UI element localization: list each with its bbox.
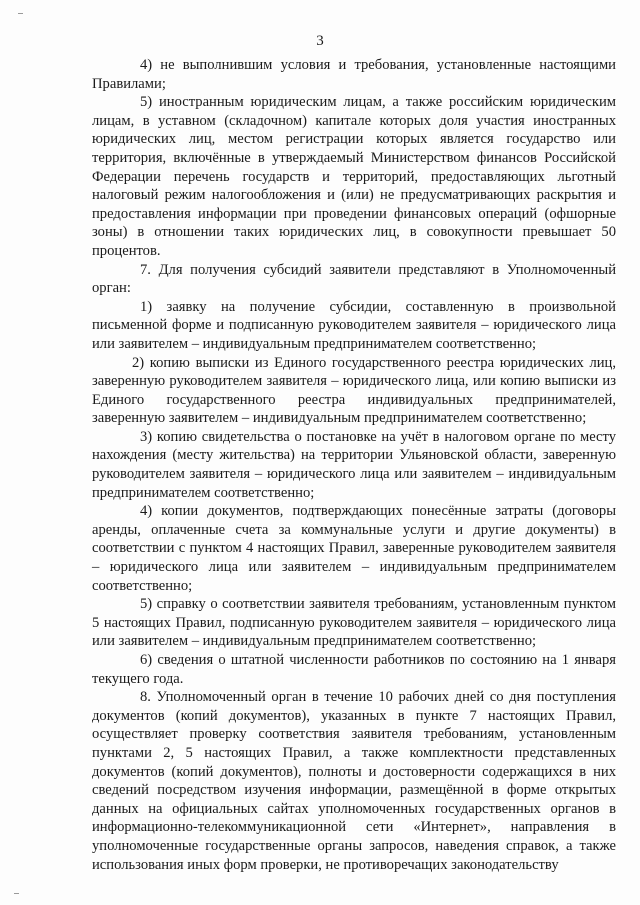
paragraph-clause-7-item-3: 3) копию свидетельства о постановке на учёт в налоговом органе по месту нахождения (месту жительства) на территории Ульяновской области, заверенную руководителем заявителя – юридического лица или заявителем – индивидуальным предпринимателем соответственно;	[92, 428, 616, 501]
paragraph-clause-7-item-2: 2) копию выписки из Единого государственного реестра юридических лиц, заверенную руководителем заявителя – юридического лица, или копию выписки из Единого государственного реестра индивидуальных предпринимателей, заверенную заявителем – индивидуальным предпринимателем соответственно;	[92, 354, 616, 427]
paragraph-clause-7-item-1: 1) заявку на получение субсидии, составленную в произвольной письменной форме и подписанную руководителем заявителя – юридического лица или заявителем – индивидуальным предпринимателем соответственно;	[92, 298, 616, 352]
paragraph-clause-7-item-5: 5) справку о соответствии заявителя требованиям, установленным пунктом 5 настоящих Правил, подписанную руководителем заявителя – юридического лица или заявителем – индивидуальным предпринимателем соответственно;	[92, 596, 616, 650]
paragraph-clause-7: 7. Для получения субсидий заявители представляют в Уполномоченный орган:	[92, 261, 616, 297]
paragraph-clause-7-item-4: 4) копии документов, подтверждающих понесённые затраты (договоры аренды, оплаченные счета за коммунальные услуги и другие документы) в соответствии с пунктом 4 настоящих Правил, заверенные руководителем заявителя – юридического лица или заявителем – индивидуальным предпринимателем соответственно;	[92, 503, 616, 594]
page-number: 3	[316, 33, 324, 49]
paragraph-item-5: 5) иностранным юридическим лицам, а также российским юридическим лицам, в уставном (складочном) капитале которых доля участия иностранных юридических лиц, местом регистрации которых является государство или территория, включённые в утверждаемый Министерством финансов Российской Федерации перечень государств и территорий, предоставляющих льготный налоговый режим налогообложения и (или) не предусматривающих раскрытия и предоставления информации при проведении финансовых операций (офшорные зоны) в отношении таких юридических лиц, в совокупности превышает 50 процентов.	[92, 94, 616, 259]
paragraph-item-4: 4) не выполнившим условия и требования, установленные настоящими Правилами;	[92, 57, 616, 92]
document-body	[92, 56, 616, 874]
scan-mark-bottom	[14, 893, 19, 894]
paragraph-clause-8: 8. Уполномоченный орган в течение 10 рабочих дней со дня поступления документов (копий документов), указанных в пункте 7 настоящих Правил, осуществляет проверку соответствия заявителя требованиям, установленным пунктами 2, 5 настоящих Правил, а также комплектности представленных документов (копий документов), полноты и достоверности содержащихся в них сведений посредством изучения информации, размещённой в форме открытых данных на официальных сайтах уполномоченных государственных органов в информационно-телекоммуникационной сети «Интернет», направления в уполномоченные государственные органы запросов, наведения справок, а также использования иных форм проверки, не противоречащих законодательству	[92, 689, 616, 873]
scan-mark-top	[18, 13, 23, 14]
paragraph-clause-7-item-6: 6) сведения о штатной численности работников по состоянию на 1 января текущего года.	[92, 652, 616, 687]
